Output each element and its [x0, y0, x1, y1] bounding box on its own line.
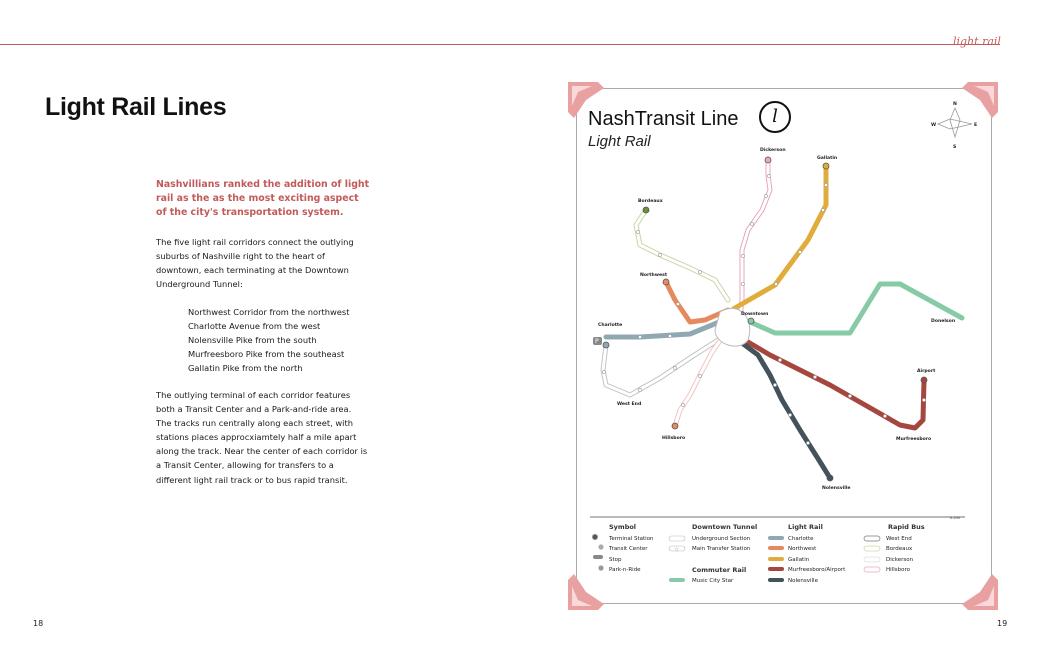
- legend-item: Underground Section: [692, 536, 751, 542]
- legend-heading-symbol: Symbol: [609, 523, 637, 531]
- compass-icon: [938, 108, 972, 137]
- corridor-item: Gallatin Pike from the north: [188, 363, 303, 374]
- legend-item: Transit Center: [609, 546, 648, 552]
- compass-e: E: [974, 123, 978, 128]
- corridor-item: Northwest Corridor from the northwest: [188, 307, 350, 317]
- page-number-right: 19: [997, 619, 1008, 628]
- station-label: Murfreesboro: [896, 437, 932, 442]
- legend-item: Stop: [609, 557, 622, 563]
- scale-label: 0.5mi: [950, 516, 960, 520]
- station-label: Charlotte: [598, 323, 623, 328]
- line-logo-icon: l: [759, 101, 791, 133]
- body-paragraph-2: The outlying terminal of each corridor features both a Transit Center and a Park-and-ride area. The tracks run centrally along each street, with stations places approcxiamtely half a mile apart along the track. Near the center of each corridor is a Transit Center, allowing for transfers to a different light rail track or to bus rapid transit.: [156, 390, 368, 485]
- legend-heading-tunnel: Downtown Tunnel: [692, 523, 758, 531]
- station-label: Nolensville: [822, 486, 851, 491]
- legend-item: Bordeaux: [886, 546, 913, 552]
- station-label: Gallatin: [817, 156, 838, 161]
- legend-item: Terminal Station: [609, 536, 654, 542]
- bus-route-west-end: [603, 340, 718, 395]
- corridor-item: Nolensville Pike from the south: [188, 335, 317, 346]
- legend-item: Northwest: [788, 546, 817, 552]
- legend-item: Nolensville: [788, 578, 818, 584]
- stop-symbol-icon: [593, 555, 603, 559]
- compass-s: S: [953, 145, 957, 150]
- compass-w: W: [931, 123, 937, 128]
- section-tag: light rail: [953, 35, 1001, 48]
- station-label: Dickerson: [760, 148, 786, 153]
- body-paragraph-1: The five light rail corridors connect the outlying suburbs of Nashville right to the heart of downtown, each terminating at the Downtown Underground Tunnel:: [156, 237, 354, 290]
- bus-route-bordeaux: [636, 210, 728, 300]
- legend-heading-light-rail: Light Rail: [788, 523, 823, 531]
- legend-item: Music City Star: [692, 578, 734, 584]
- legend-heading-commuter: Commuter Rail: [692, 566, 747, 574]
- legend-item: Charlotte: [788, 536, 814, 542]
- park-ride-label: P: [595, 338, 599, 345]
- park-ride-symbol-icon: [598, 565, 603, 570]
- legend-item: Main Transfer Station: [692, 546, 751, 552]
- map-subtitle: Light Rail: [588, 133, 651, 150]
- transit-center-icon: [598, 544, 603, 549]
- legend-item: Murfreesboro/Airport: [788, 567, 846, 573]
- station-label: Northwest: [640, 273, 668, 278]
- lead-paragraph: Nashvillians ranked the addition of light rail as the as the most exciting aspect of the city's transportation system.: [156, 179, 370, 218]
- page-title: Light Rail Lines: [45, 93, 227, 121]
- station-label: Bordeaux: [638, 199, 663, 204]
- station-label: Hillsboro: [662, 436, 686, 441]
- map-title: NashTransit Line: [588, 108, 739, 130]
- station-label: Donelson: [931, 319, 956, 324]
- station-label: West End: [617, 402, 642, 407]
- corridor-item: Charlotte Avenue from the west: [188, 321, 321, 332]
- star-icon: ☆: [674, 546, 680, 553]
- station-label: Airport: [917, 369, 936, 374]
- legend-item: Dickerson: [886, 557, 914, 563]
- terminal-symbol-icon: [592, 534, 597, 539]
- legend-item: West End: [886, 536, 912, 542]
- page-number-left: 18: [33, 619, 44, 628]
- corridor-item: Murfreesboro Pike from the southeast: [188, 349, 345, 360]
- station-label: Downtown: [741, 312, 769, 317]
- rail-line-commuter: [750, 284, 962, 333]
- compass-n: N: [953, 102, 957, 107]
- legend-item: Park-n-Ride: [609, 567, 641, 573]
- legend-heading-rapid-bus: Rapid Bus: [888, 523, 925, 531]
- legend-item: Hillsboro: [886, 567, 910, 573]
- legend-item: Gallatin: [788, 557, 810, 563]
